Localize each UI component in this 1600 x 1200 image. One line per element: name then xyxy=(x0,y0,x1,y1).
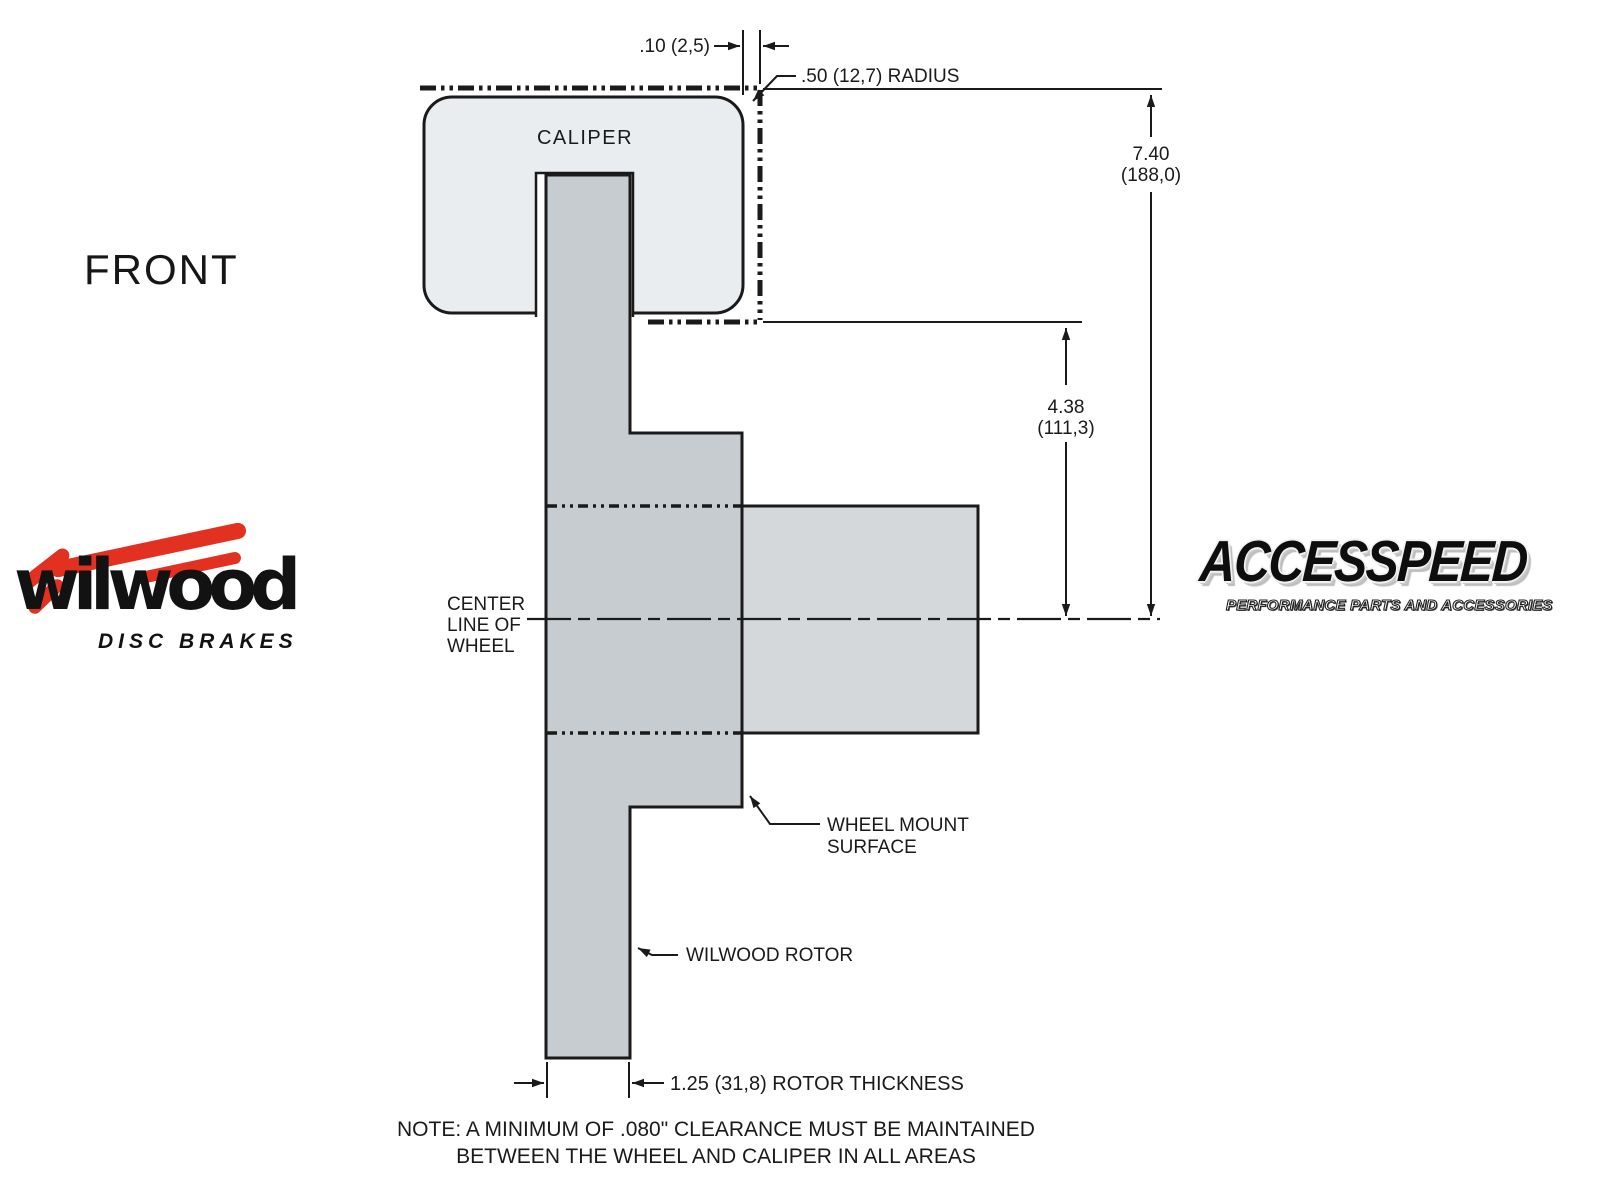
dim-438-mm-text: (111,3) xyxy=(1037,418,1095,439)
centerline-label-3: WHEEL xyxy=(447,636,515,657)
wilwood-logo xyxy=(14,528,324,660)
note-line-1: NOTE: A MINIMUM OF .080" CLEARANCE MUST BE MAINTAINED xyxy=(397,1118,1035,1141)
wheel-mount-label-2: SURFACE xyxy=(827,837,917,858)
dim-thickness-text: 1.25 (31,8) ROTOR THICKNESS xyxy=(670,1073,964,1095)
accesspeed-logo xyxy=(1198,530,1558,614)
wilwood-tagline: DISC BRAKES xyxy=(98,630,298,653)
front-view-label: FRONT xyxy=(84,246,239,293)
caliper-label: CALIPER xyxy=(536,127,634,149)
centerline-label-2: LINE OF xyxy=(447,615,521,636)
dim-438-in-text: 4.38 xyxy=(1047,397,1085,418)
rotor-label: WILWOOD ROTOR xyxy=(686,945,854,966)
centerline-label-1: CENTER xyxy=(447,594,526,615)
dim-740-mm-text: (188,0) xyxy=(1120,165,1182,186)
wheel-mount-label-1: WHEEL MOUNT xyxy=(827,815,969,836)
accesspeed-wordmark: ACCESSPEED xyxy=(1197,529,1529,594)
note-line-2: BETWEEN THE WHEEL AND CALIPER IN ALL AREAS xyxy=(456,1145,976,1168)
dim-radius-text: .50 (12,7) RADIUS xyxy=(801,66,960,87)
dim-clearance-text: .10 (2,5) xyxy=(639,36,710,57)
accesspeed-tagline: PERFORMANCE PARTS AND ACCESSORIES xyxy=(1226,596,1553,614)
leader-wheel-mount xyxy=(750,796,820,824)
dim-740-in-text: 7.40 xyxy=(1132,144,1170,165)
leader-rotor xyxy=(638,948,678,955)
wilwood-wordmark: wilwood xyxy=(14,544,295,626)
